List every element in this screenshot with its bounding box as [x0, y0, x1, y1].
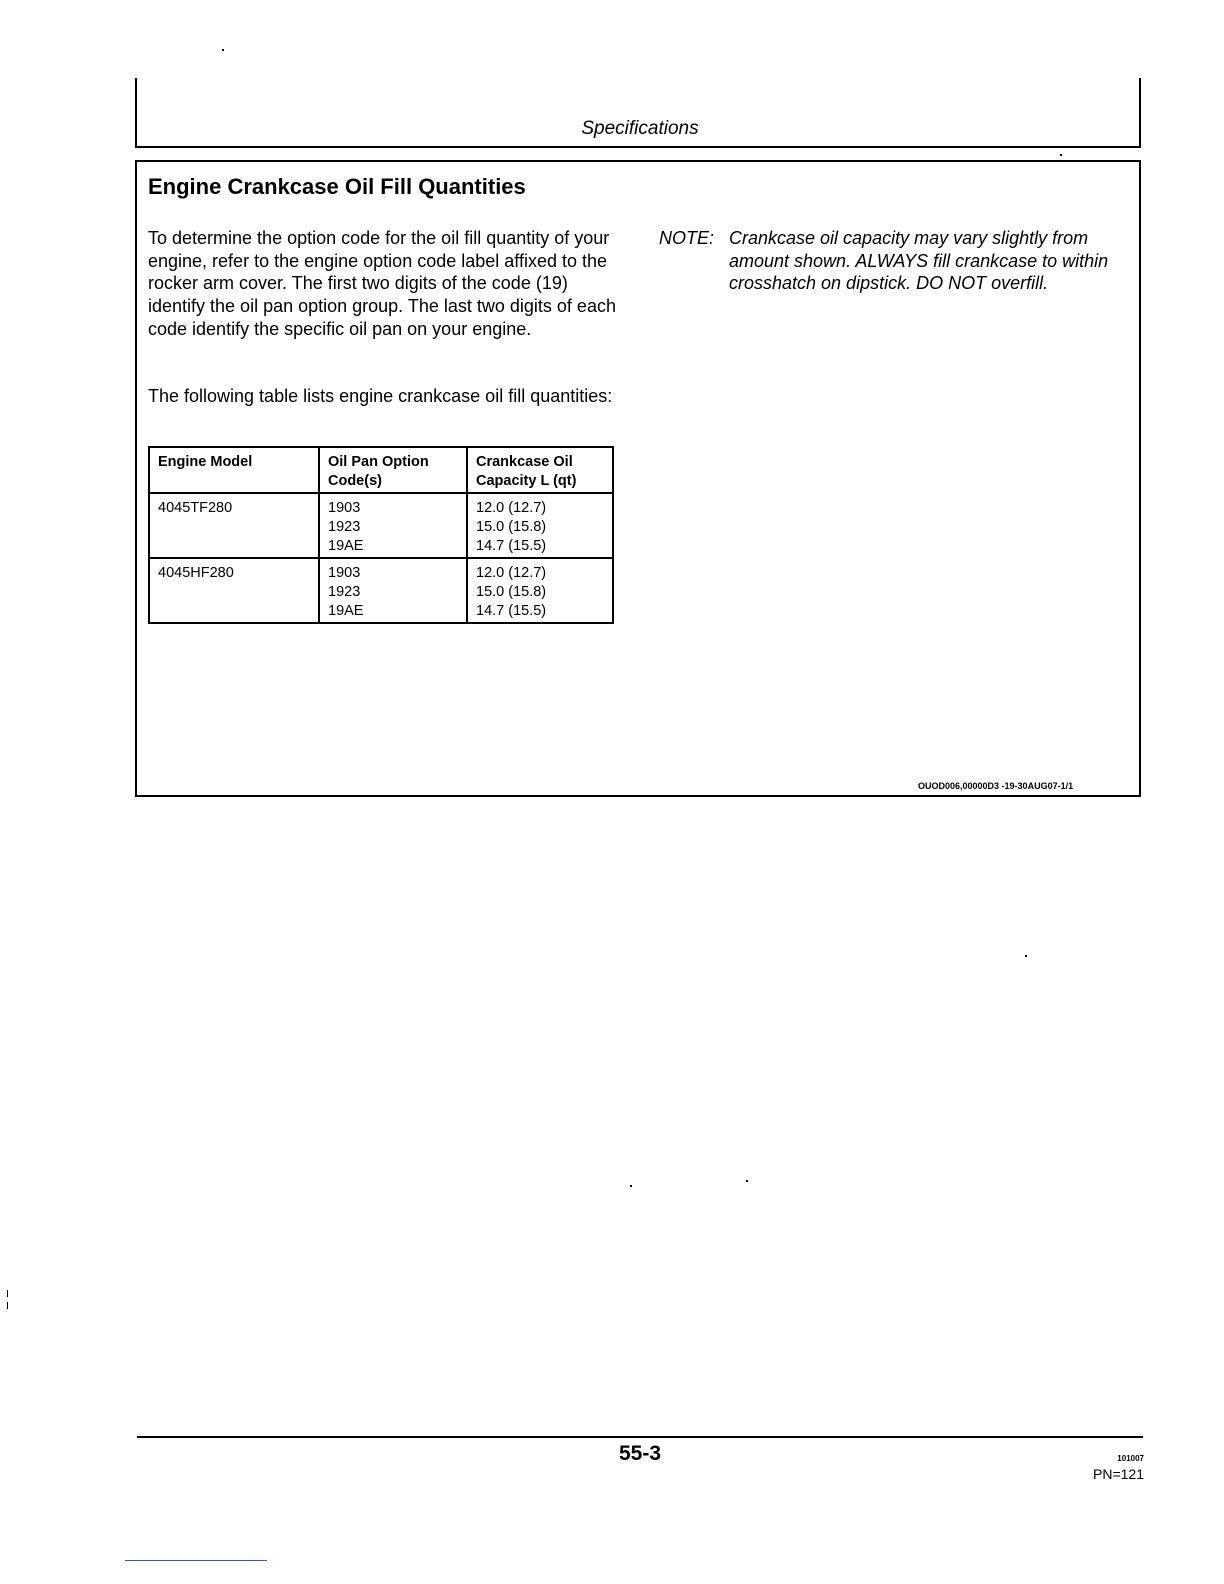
page-number: 55-3	[618, 1442, 662, 1465]
header-right-rule	[1139, 78, 1141, 148]
scan-speck	[222, 49, 224, 51]
option-code: 19AE	[328, 538, 364, 554]
capacity-value: 12.0 (12.7)	[476, 565, 547, 581]
footer-rule	[137, 1436, 1143, 1438]
scan-speck	[1025, 955, 1027, 957]
option-code: 1923	[328, 519, 361, 535]
intro-paragraph: To determine the option code for the oil fill quantity of your engine, refer to the engine option code label affixed to the rocker arm cover. The first two digits of the code (19) identify the oil pan option group. The last two digits of each code identify the specific oil pan on your engine.	[148, 228, 616, 339]
scan-speck	[1060, 154, 1062, 156]
footer-pn: PN=121	[1093, 1466, 1144, 1482]
capacity-value: 12.0 (12.7)	[476, 500, 547, 516]
table-intro-paragraph: The following table lists engine crankcase oil fill quantities:	[148, 386, 613, 406]
option-codes-cell	[319, 493, 467, 558]
header-oil-pan-option: Oil Pan Option Code(s)	[319, 447, 467, 493]
note-label: NOTE:	[659, 228, 715, 248]
option-code: 1903	[328, 565, 361, 581]
note-text: Crankcase oil capacity may vary slightly from amount shown. ALWAYS fill crankcase to within crosshatch on dipstick. DO NOT overfill.	[729, 228, 1109, 294]
section-header: Specifications	[581, 118, 699, 139]
reference-code: OUOD006,00000D3 -19-30AUG07-1/1	[918, 781, 1074, 791]
capacity-value: 14.7 (15.5)	[476, 538, 547, 554]
header-bottom-rule	[135, 146, 1141, 148]
page-title: Engine Crankcase Oil Fill Quantities	[148, 174, 526, 199]
capacity-value: 15.0 (15.8)	[476, 584, 547, 600]
engine-model-cell: 4045TF280	[149, 493, 319, 558]
option-code: 19AE	[328, 603, 364, 619]
scan-speck	[630, 1185, 632, 1187]
header-crankcase-capacity: Crankcase Oil Capacity L (qt)	[467, 447, 613, 493]
footer-date-code: 101007	[1117, 1454, 1144, 1463]
capacity-value: 14.7 (15.5)	[476, 603, 547, 619]
header-left-rule	[135, 78, 137, 148]
engine-model-cell: 4045HF280	[149, 558, 319, 623]
capacity-value: 15.0 (15.8)	[476, 519, 547, 535]
scan-edge-mark	[7, 1302, 8, 1309]
scan-speck	[746, 1180, 748, 1182]
capacity-cell	[467, 493, 613, 558]
header-engine-model: Engine Model	[149, 447, 319, 493]
table-row	[149, 558, 613, 623]
table-header-row	[149, 447, 613, 493]
option-code: 1923	[328, 584, 361, 600]
table-row	[149, 493, 613, 558]
option-codes-cell	[319, 558, 467, 623]
scan-edge-mark	[7, 1290, 8, 1297]
capacity-cell	[467, 558, 613, 623]
option-code: 1903	[328, 500, 361, 516]
bottom-edge-line	[125, 1560, 267, 1561]
oil-capacity-table	[148, 446, 614, 624]
